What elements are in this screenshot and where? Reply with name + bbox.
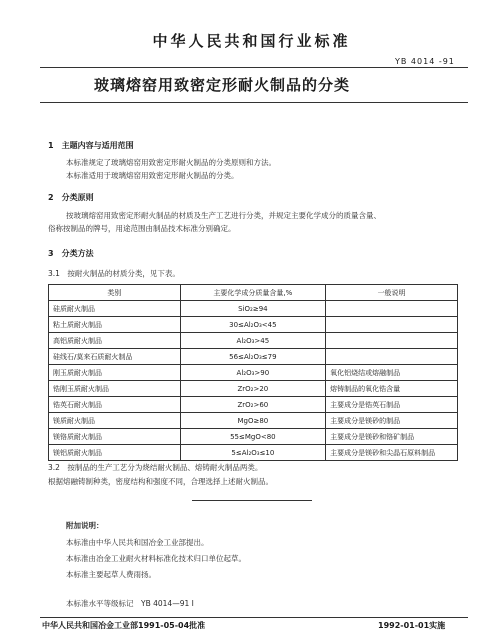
header-description: 一般说明 xyxy=(326,285,458,301)
section-1-paragraph-1: 本标准规定了玻璃熔窑用致密定形耐火制品的分类原则和方法。 xyxy=(66,158,276,167)
header-rule xyxy=(40,67,468,68)
header-category: 类别 xyxy=(49,285,181,301)
row-description: 熔铸制品的氧化锆含量 xyxy=(326,381,458,397)
standard-level-marking: 本标准水平等级标记 YB 4014—91 Ⅰ xyxy=(66,599,194,608)
row-description: 主要成分是锆英石制品 xyxy=(326,397,458,413)
section-2-paragraph-2: 俗称按制品的牌号，用途范围由制品技术标准分别确定。 xyxy=(48,224,236,233)
table-row xyxy=(49,381,458,397)
row-composition: 56≤Al₂O₃≤79 xyxy=(180,349,326,365)
row-category: 刚玉质耐火制品 xyxy=(49,365,181,381)
section-1-heading: 1 主题内容与适用范围 xyxy=(48,141,134,150)
title-rule xyxy=(40,102,468,103)
standard-type-title: 中华人民共和国行业标准 xyxy=(152,32,351,50)
notes-line-2: 本标准由冶金工业耐火材料标准化技术归口单位起草。 xyxy=(66,554,246,563)
section-3-heading: 3 分类方法 xyxy=(48,249,94,258)
row-description: 主要成分是镁砂的制品 xyxy=(326,413,458,429)
row-composition: SiO₂≥94 xyxy=(180,301,326,317)
row-composition: ZrO₂>60 xyxy=(180,397,326,413)
section-2-paragraph-1: 按玻璃熔窑用致密定形耐火制品的材质及生产工艺进行分类，并规定主要化学成分的质量含量、 xyxy=(66,211,381,220)
row-composition: 5≤Al₂O₃≤10 xyxy=(180,445,326,461)
table-row xyxy=(49,333,458,349)
row-composition: 55≤MgO<80 xyxy=(180,429,326,445)
row-category: 镁质耐火制品 xyxy=(49,413,181,429)
notes-line-1: 本标准由中华人民共和国冶金工业部提出。 xyxy=(66,538,209,547)
row-description xyxy=(326,301,458,317)
separator-rule xyxy=(192,500,312,501)
table-row xyxy=(49,413,458,429)
row-category: 锆刚玉质耐火制品 xyxy=(49,381,181,397)
row-description: 氧化铝烧结或熔融制品 xyxy=(326,365,458,381)
implementation-date: 1992-01-01实施 xyxy=(378,621,446,630)
table-row xyxy=(49,365,458,381)
row-category: 粘土质耐火制品 xyxy=(49,317,181,333)
row-category: 硅质耐火制品 xyxy=(49,301,181,317)
row-description xyxy=(326,317,458,333)
row-composition: 30≤Al₂O₃<45 xyxy=(180,317,326,333)
row-composition: Al₂O₃>45 xyxy=(180,333,326,349)
row-composition: ZrO₂>20 xyxy=(180,381,326,397)
standard-number: YB 4014 -91 xyxy=(395,57,455,66)
notes-heading: 附加说明： xyxy=(66,521,104,530)
section-1-paragraph-2: 本标准适用于玻璃熔窑用致密定形耐火制品的分类。 xyxy=(66,171,239,180)
row-description: 主要成分是镁砂和尖晶石原料制品 xyxy=(326,445,458,461)
row-description xyxy=(326,333,458,349)
table-header-row xyxy=(49,285,458,301)
section-3-2-paragraph-2: 根据熔融铸制种类，密度结构和强度不同，合理选择上述耐火制品。 xyxy=(48,477,273,486)
row-composition: MgO≥80 xyxy=(180,413,326,429)
table-row xyxy=(49,429,458,445)
classification-table xyxy=(48,284,458,461)
footer-rule xyxy=(40,617,468,618)
section-3-1-text: 3.1 按耐火制品的材质分类，见下表。 xyxy=(48,269,180,278)
table-row xyxy=(49,445,458,461)
table-row xyxy=(49,397,458,413)
section-3-2-paragraph-1: 3.2 按制品的生产工艺分为烧结耐火制品、熔铸耐火制品两类。 xyxy=(48,463,263,472)
row-category: 镁铝质耐火制品 xyxy=(49,445,181,461)
row-composition: Al₂O₃>90 xyxy=(180,365,326,381)
row-category: 镁铬质耐火制品 xyxy=(49,429,181,445)
table-row xyxy=(49,301,458,317)
row-description xyxy=(326,349,458,365)
table-row xyxy=(49,317,458,333)
section-2-heading: 2 分类原则 xyxy=(48,193,94,202)
row-category: 高铝质耐火制品 xyxy=(49,333,181,349)
approval-text: 中华人民共和国冶金工业部1991-05-04批准 xyxy=(42,621,206,630)
row-category: 锆英石耐火制品 xyxy=(49,397,181,413)
document-title: 玻璃熔窑用致密定形耐火制品的分类 xyxy=(94,76,351,94)
row-category: 硅线石/莫来石质耐火制品 xyxy=(49,349,181,365)
notes-line-3: 本标准主要起草人费雨扬。 xyxy=(66,570,156,579)
row-description: 主要成分是镁砂和铬矿制品 xyxy=(326,429,458,445)
header-composition: 主要化学成分质量含量,% xyxy=(180,285,326,301)
table-row xyxy=(49,349,458,365)
